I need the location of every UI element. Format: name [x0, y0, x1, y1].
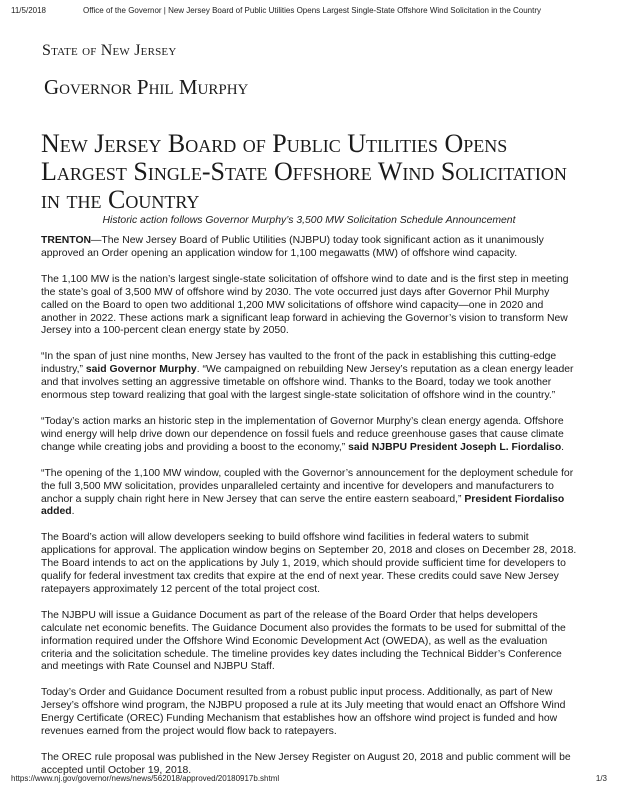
paragraph-2: The 1,100 MW is the nation’s largest single-state solicitation of offshore wind to date and is the first step in meeting the state’s goal of 3,500 MW of offshore wind by 2030. The vote occurred just days after Governor Phil Murphy called on the Board to open two additional 1,200 MW solicitations of offshore wind capacity—one in 2020 and another in 2022. These actions mark a significant leap forward in achieving the Governor’s vision to transform New Jersey into a 100-percent clean energy state by 2050.: [41, 273, 569, 337]
paragraph-3: [41, 351, 577, 403]
print-header: [11, 6, 607, 15]
article-body: [41, 235, 577, 791]
print-url: https://www.nj.gov/governor/news/news/562018/approved/20180917b.shtml: [11, 774, 280, 783]
print-page-number: 1/3: [595, 774, 607, 783]
paragraph-4: [41, 416, 577, 455]
paragraph-4-end: .: [561, 441, 565, 453]
dateline: TRENTON: [41, 235, 92, 246]
paragraph-8: Today’s Order and Guidance Document resulted from a robust public input process. Additionally, as part of New Jersey’s offshore wind program, the NJBPU proposed a rule at its July meeting that would enact an Offshore Wind Energy Certificate (OREC) Funding Mechanism that establishes how an offshore wind project is funded and how revenues earned from the project would flow back to ratepayers.: [41, 687, 566, 738]
paragraph-7: The NJBPU will issue a Guidance Document as part of the release of the Board Order that helps developers calculate net economic benefits. The Guidance Document also provides the formats to be used for submittal of the information required under the Offshore Wind Economic Development Act (OWEDA), as well as the evaluation criteria and the solicitation schedule. The timeline provides key dates including the Technical Bidder’s Conference and meetings with Rate Counsel and NJBPU Staff.: [41, 609, 566, 673]
paragraph-1: [41, 235, 577, 261]
governor-phil-murphy-link[interactable]: Governor Phil Murphy: [44, 75, 249, 99]
state-of-new-jersey-link[interactable]: State of New Jersey: [42, 42, 177, 59]
paragraph-6: The Board’s action will allow developers seeking to build offshore wind facilities in federal waters to submit applications for approval. The application window begins on September 20, 2018 and closes on December 28, 2018. The Board intends to act on the applications by July 1, 2019, which should provide sufficient time for developers to qualify for federal investment tax credits that expire at the end of next year. These credits could save New Jersey ratepayers approximately 12 percent of the total project cost.: [41, 532, 577, 595]
attribution-fiordaliso-2: President Fiordaliso added: [41, 493, 565, 518]
quote-murphy-cont: . “We campaigned on rebuilding New Jersey’s reputation as a clean energy leader and that involves setting an aggressive timetable on offshore wind. Thanks to the Board, today we took another enormous step toward realizing that goal with the largest single-state solicitation of offshore wind in the country.”: [41, 364, 574, 402]
quote-fiordaliso: “Today’s action marks an historic step in the implementation of Governor Murphy’s clean energy agenda. Offshore wind energy will help drive down our dependence on fossil fuels and reduce greenhouse gases that cause climate change while creating jobs and providing a boost to the economy,”: [41, 415, 564, 453]
print-footer: [11, 774, 607, 783]
paragraph-5: [41, 468, 577, 520]
print-date: 11/5/2018: [11, 6, 46, 15]
quote-fiordaliso-2: “The opening of the 1,100 MW window, coupled with the Governor’s announcement for the deployment schedule for the full 3,500 MW solicitation, provides unparalleled certainty and incentive for developers and manufacturers to anchor a supply chain right here in New Jersey that can serve the entire eastern seaboard,”: [41, 467, 574, 505]
paragraph-5-end: .: [71, 506, 75, 518]
paragraph-9: The OREC rule proposal was published in the New Jersey Register on August 20, 2018 and public comment will be accepted until October 19, 2018.: [41, 752, 571, 776]
attribution-fiordaliso: said NJBPU President Joseph L. Fiordaliso: [345, 441, 562, 453]
article-subhead: Historic action follows Governor Murphy’s 3,500 MW Solicitation Schedule Announcement: [102, 215, 516, 226]
paragraph-1-text: —The New Jersey Board of Public Utilities (NJBPU) today took significant action as it unanimously approved an Order opening an application window for 1,100 megawatts (MW) of offshore wind capacity.: [41, 235, 544, 259]
quote-murphy: “In the span of just nine months, New Jersey has vaulted to the front of the pack in establishing this cutting-edge industry,”: [41, 351, 557, 376]
attribution-murphy: said Governor Murphy: [82, 364, 197, 376]
print-page-title: Office of the Governor | New Jersey Board of Public Utilities Opens Largest Single-State Offshore Wind Solicitation in the Country: [83, 6, 541, 15]
article-headline: New Jersey Board of Public Utilities Opens Largest Single-State Offshore Wind Solicitation in the Country: [41, 129, 567, 214]
